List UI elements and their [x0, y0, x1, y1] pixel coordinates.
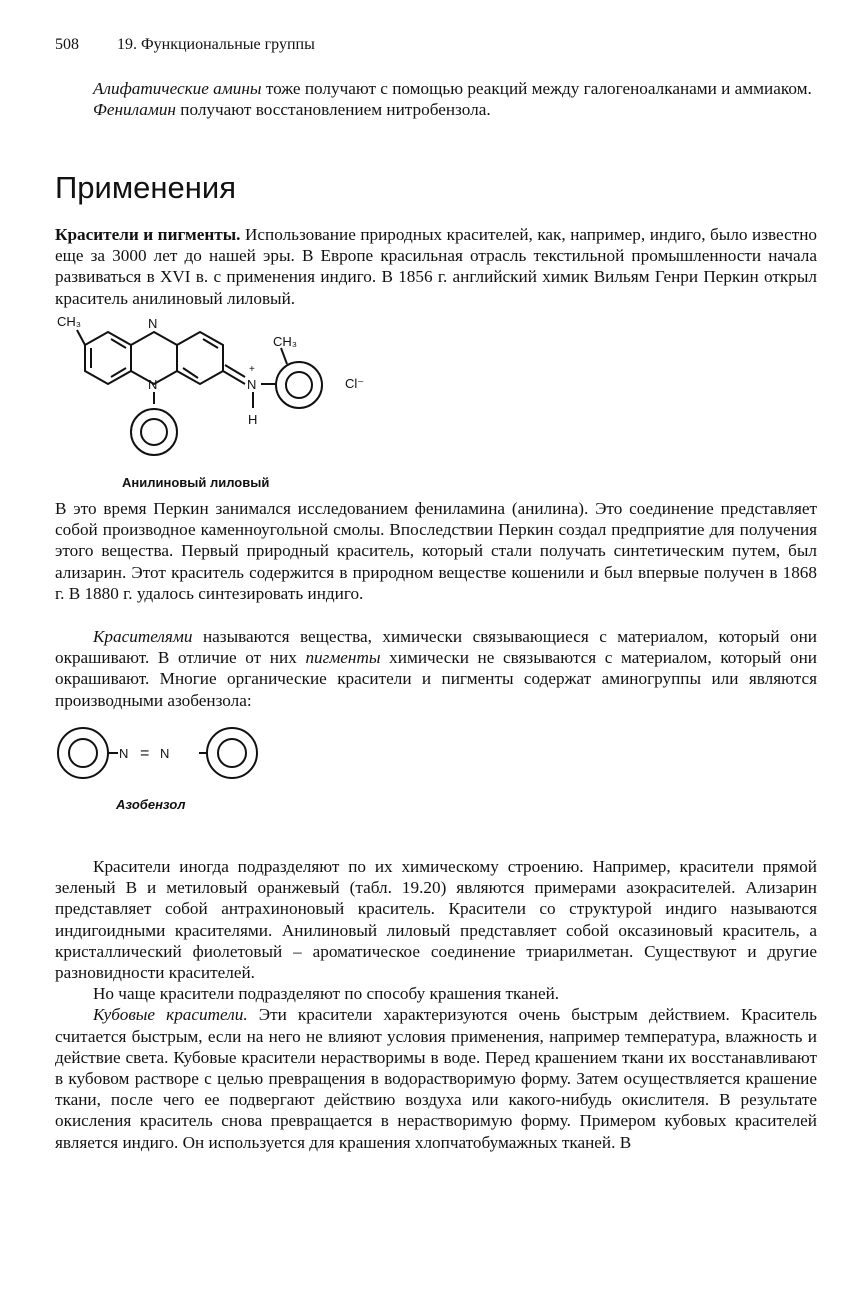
vat-text: Эти красители характеризуются очень быстрым действием. Краситель считается быстрым, если на него не влияют условия применения, например температура, влажность и действие света. Кубовые красители нерастворимы в воде. Перед крашением ткани их восстанавливают в кубовом растворе с целью превращения в водорастворимую форму. Затем осуществляется крашение ткани, после чего ее подвергают действию воздуха или какого-нибудь окислителя. В результате окисления краситель снова превращается в нерастворимую форму. Примером кубовых красителей является индиго. Он используется для крашения хлопчатобумажных тканей. В — [55, 1005, 818, 1152]
page-header — [55, 36, 315, 54]
perkin-paragraph — [55, 498, 817, 604]
definition-text-1: называются вещества, химически связывающиеся с материалом, который они окрашивают. В отличие от них — [55, 627, 817, 668]
page-number: 508 — [55, 36, 79, 53]
label-n2: N — [160, 746, 170, 761]
classes-block — [55, 856, 817, 1153]
definition-paragraph — [55, 626, 817, 711]
term-phenylamine: Фениламин — [93, 100, 176, 120]
classes-paragraph: Красители иногда подразделяют по их химическому строению. Например, красители прямой зеленый В и метиловый оранжевый (табл. 19.20) являются примерами азокрасителей. Ализарин представляет собой антрахиноновый краситель. Красители со структурой индиго называются индигоидными красителями. Анилиновый лиловый представляет собой оксазиновый краситель, а кристаллический фиолетовый – ароматическое соединение триарилметан. Существуют и другие разновидности красителей. — [55, 857, 817, 983]
dyes-text: Использование природных красителей, как, например, индиго, было известно еще за 3000 лет до нашей эры. В Европе красильная отрасль текстильной промышленности начала развиваться в XVI в. с применения индиго. В 1856 г. английский химик Вильям Генри Перкин открыл краситель анилиновый лиловый. — [55, 225, 818, 308]
intro-text-2: получают восстановлением нитробензола. — [175, 100, 491, 120]
label-n-bottom: N — [148, 377, 158, 392]
intro-paragraph-amines — [55, 78, 817, 99]
label-n-amine: N — [247, 377, 257, 392]
label-ch3-left: CH₃ — [57, 314, 82, 329]
label-chloride: Cl⁻ — [345, 376, 365, 391]
intro-block — [55, 78, 817, 120]
label-double-bond: = — [140, 745, 150, 762]
label-n1: N — [119, 746, 129, 761]
mauveine-structure — [55, 312, 395, 462]
azobenzene-caption: Азобензол — [116, 797, 186, 812]
azobenzene-structure — [55, 720, 285, 790]
more-paragraph: Но чаще красители подразделяют по способу крашения тканей. — [93, 984, 560, 1004]
perkin-text: В это время Перкин занимался исследованием фениламина (анилина). Это соединение представляет собой производное каменноугольной смолы. Впоследствии Перкин создал предприятие для получения этого вещества. Первый природный краситель, который стали получать синтетическим путем, был ализарин. Этот краситель содержится в природном веществе кошенили и был впервые получен в 1868 г. В 1880 г. удалось синтезировать индиго. — [55, 499, 817, 603]
dyes-lead: Красители и пигменты. — [55, 225, 241, 244]
term-pigments: пигменты — [305, 648, 381, 668]
intro-text-1: тоже получают с помощью реакций между галогеноалканами и аммиаком. — [261, 79, 812, 98]
label-n-top: N — [148, 316, 158, 331]
term-aliphatic-amines: Алифатические амины — [93, 79, 262, 98]
term-dyes: Красителями — [93, 627, 193, 646]
vat-paragraph — [55, 1004, 817, 1152]
label-ch3-right: CH₃ — [273, 334, 298, 349]
dyes-paragraph — [55, 224, 817, 309]
label-plus: + — [249, 364, 255, 375]
mauveine-caption: Анилиновый лиловый — [122, 475, 270, 490]
chapter-title: 19. Функциональные группы — [117, 36, 315, 53]
term-vat-dyes: Кубовые красители. — [93, 1005, 248, 1025]
section-title: Применения — [55, 170, 236, 205]
intro-paragraph-phenylamine — [55, 99, 817, 120]
definition-text-2: химически не связываются с материалом, который они окрашивают. Многие органические красители и пигменты содержат аминогруппы или являются производными азобензола: — [55, 648, 817, 710]
label-h: H — [248, 412, 258, 427]
